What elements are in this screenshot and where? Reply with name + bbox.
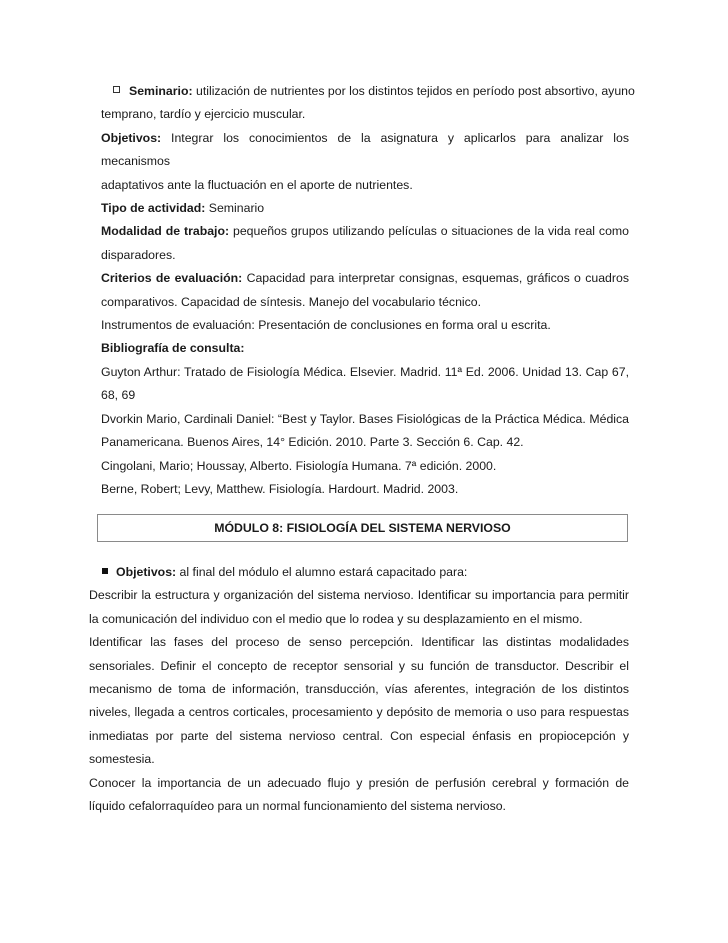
objetivos2-p2-line-5: inmediatas por parte del sistema nervioso central. Con especial énfasis en propiocepción y [89, 728, 629, 743]
seminario-line-2: temprano, tardío y ejercicio muscular. [101, 107, 306, 122]
objetivos2-p2-line-2: sensoriales. Definir el concepto de receptor sensorial y su función de transductor. Describir el [89, 658, 629, 673]
seminario-label: Seminario: [129, 84, 193, 98]
bibliografia-heading [101, 337, 629, 360]
objetivos2-label: Objetivos: [116, 565, 177, 579]
page-section-modulo-8 [89, 561, 629, 818]
criterios-text: Capacidad para interpretar consignas, esquemas, gráficos o cuadros [242, 271, 629, 286]
objetivos2-p3-line-1: Conocer la importancia de un adecuado flujo y presión de perfusión cerebral y formación de [89, 775, 629, 790]
modalidad-label: Modalidad de trabajo: [101, 224, 230, 239]
objetivos-line-2: adaptativos ante la fluctuación en el aporte de nutrientes. [101, 177, 413, 192]
objetivos-text: Integrar los conocimientos de la asignatura y aplicarlos para analizar los mecanismos [101, 130, 629, 169]
filled-square-bullet-icon [102, 568, 108, 574]
objetivos2-intro-text: al final del módulo el alumno estará capacitado para: [176, 565, 468, 579]
objetivos2-p3-line-2: líquido cefalorraquídeo para un normal funcionamiento del sistema nervioso. [89, 799, 506, 814]
bib-entry-4: Berne, Robert; Levy, Matthew. Fisiología. Hardourt. Madrid. 2003. [101, 481, 459, 496]
bib-entry-2-line-2: Panamericana. Buenos Aires, 14° Edición. 2010. Parte 3. Sección 6. Cap. 42. [101, 435, 524, 450]
bib-entry-1-line-2: 68, 69 [101, 388, 136, 403]
objetivos2-p2-line-4: niveles, llegada a centros corticales, procesamiento y depósito de memoria o uso para respuestas [89, 705, 629, 720]
objetivos-label: Objetivos: [101, 130, 162, 145]
tipo-label: Tipo de actividad: [101, 201, 206, 216]
objetivos2-p2-line-6: somestesia. [89, 752, 155, 767]
objetivos2-p1-line-2: la comunicación del individuo con el medio que lo rodea y su desplazamiento en el mismo. [89, 611, 583, 626]
criterios-line-2: comparativos. Capacidad de síntesis. Manejo del vocabulario técnico. [101, 294, 482, 309]
bib-entry-2-line-1: Dvorkin Mario, Cardinali Daniel: “Best y Taylor. Bases Fisiológicas de la Práctica Médica. Médica [101, 411, 629, 426]
seminario-text: utilización de nutrientes por los distintos tejidos en período post absortivo, ayuno [192, 84, 635, 98]
objetivos2-p2-line-3: mecanismo de toma de información, transducción, vías aferentes, integración de los distintos [89, 682, 629, 697]
module-title-box [97, 514, 628, 542]
objetivos2-p2-line-1: Identificar las fases del proceso de senso percepción. Identificar las distintas modalidades [89, 635, 629, 650]
objetivos2-intro [89, 561, 629, 584]
tipo-value: Seminario [205, 201, 265, 216]
objetivos-line-1 [101, 127, 629, 174]
modalidad-text: pequeños grupos utilizando películas o situaciones de la vida real como [229, 224, 629, 239]
page-section-seminario [101, 80, 635, 501]
hollow-square-bullet-icon [113, 86, 120, 93]
objetivos2-p1-line-1: Describir la estructura y organización del sistema nervioso. Identificar su importancia para permitir [89, 588, 629, 603]
bibliografia-heading-text: Bibliografía de consulta: [101, 341, 245, 356]
bib-entry-1-line-1: Guyton Arthur: Tratado de Fisiología Médica. Elsevier. Madrid. 11ª Ed. 2006. Unidad 13. Cap 67, [101, 364, 629, 379]
tipo-actividad [101, 197, 629, 220]
bib-entry-3: Cingolani, Mario; Houssay, Alberto. Fisiología Humana. 7ª edición. 2000. [101, 458, 497, 473]
criterios-line-1 [101, 267, 629, 290]
modalidad-line-1 [101, 220, 629, 243]
modalidad-line-2: disparadores. [101, 247, 176, 262]
criterios-label: Criterios de evaluación: [101, 271, 243, 286]
module-title: MÓDULO 8: FISIOLOGÍA DEL SISTEMA NERVIOSO [214, 521, 511, 535]
seminario-line-1 [101, 80, 635, 103]
instrumentos: Instrumentos de evaluación: Presentación de conclusiones en forma oral u escrita. [101, 318, 551, 333]
